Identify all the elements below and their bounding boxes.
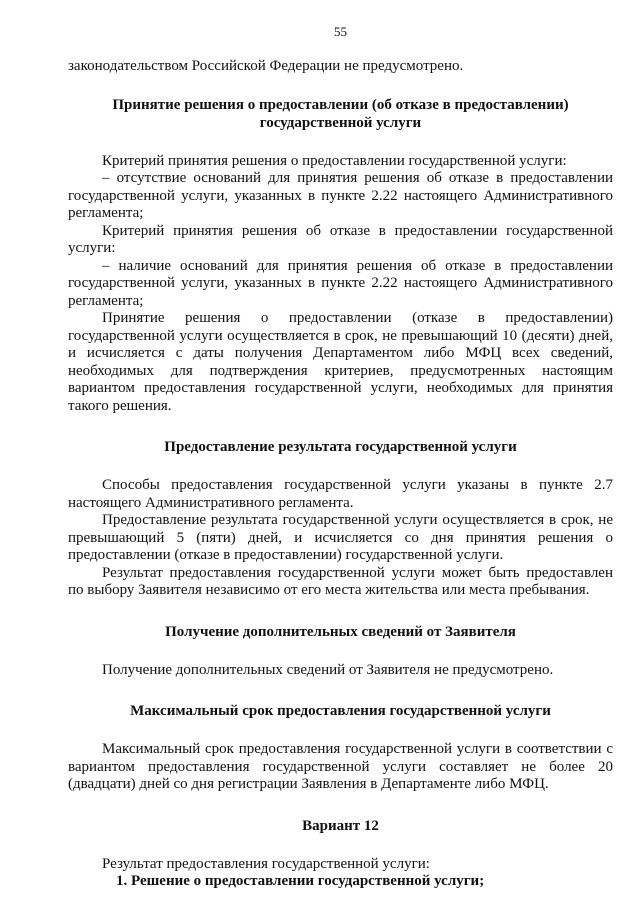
heading-line-2: государственной услуги (259, 114, 422, 131)
paragraph: Предоставление результата государственной услуги осуществляется в срок, не превышающий 5 (пяти) дней, и исчисляется со дня принятия решения о предоставлении (отказе в предоставлении) государственной услуги. (68, 512, 613, 563)
paragraph: Критерий принятия решения об отказе в предоставлении государственной услуги: (68, 222, 613, 256)
paragraph: Способы предоставления государственной услуги указаны в пункте 2.7 настоящего Административного регламента. (68, 477, 613, 511)
paragraph: Принятие решения о предоставлении (отказе в предоставлении) государственной услуги осуществляется в срок, не превышающий 10 (десяти) дней, и исчисляется с даты получения Департаментом либо МФЦ всех сведений, необходимых для подтверждения критериев, предусмотренных настоящим вариантом предоставления государственной услуги, необходимых для принятия такого решения. (68, 310, 613, 414)
section-heading-max-term: Максимальный срок предоставления государственной услуги (130, 703, 551, 719)
list-item: 1. Решение о предоставлении государственной услуги; (116, 873, 485, 889)
paragraph-continuation: законодательством Российской Федерации не предусмотрено. (68, 58, 464, 74)
paragraph: Результат предоставления государственной услуги может быть предоставлен по выбору Заявителя независимо от его места жительства или места пребывания. (68, 564, 613, 598)
section-heading-result: Предоставление результата государственной услуги (164, 439, 517, 455)
section-heading-additional-info: Получение дополнительных сведений от Заявителя (165, 623, 516, 640)
paragraph: – отсутствие оснований для принятия решения об отказе в предоставлении государственной услуги, указанных в пункте 2.22 настоящего Административного регламента; (68, 170, 613, 221)
section-heading-decision (68, 96, 613, 132)
document-page (68, 0, 613, 891)
paragraph: Получение дополнительных сведений от Заявителя не предусмотрено. (102, 661, 554, 678)
paragraph: Критерий принятия решения о предоставлении государственной услуги: (102, 152, 567, 169)
section-heading-variant: Вариант 12 (302, 817, 379, 834)
paragraph: – наличие оснований для принятия решения об отказе в предоставлении государственной услуги, указанных в пункте 2.22 настоящего Административного регламента; (68, 257, 613, 309)
heading-line-1: Принятие решения о предоставлении (об отказе в предоставлении) (112, 96, 569, 113)
paragraph: Максимальный срок предоставления государственной услуги в соответствии с вариантом предоставления государственной услуги составляет не более 20 (двадцати) дней со дня регистрации Заявления в Департаменте либо МФЦ. (68, 741, 613, 792)
paragraph: Результат предоставления государственной услуги: (102, 855, 430, 872)
page-number: 55 (334, 24, 347, 39)
